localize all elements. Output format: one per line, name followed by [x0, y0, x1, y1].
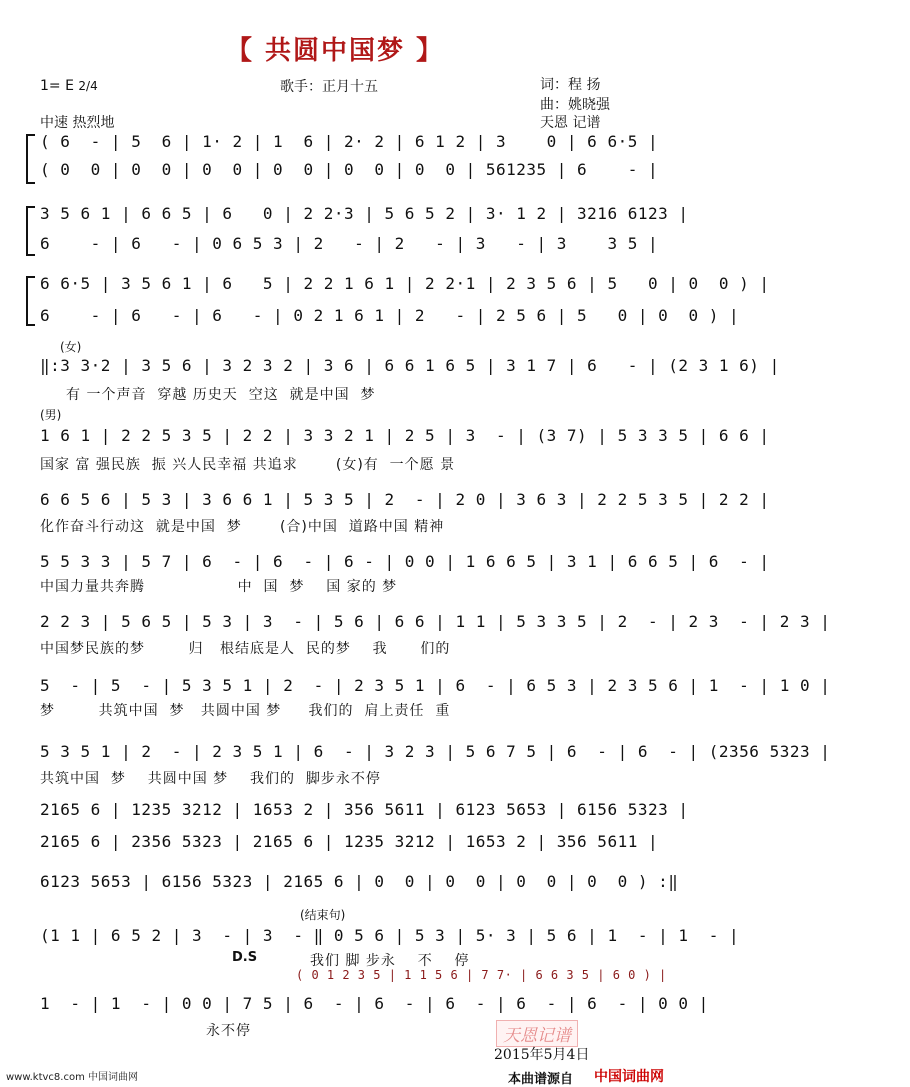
score-line: ( 6 - | 5 6 | 1· 2 | 1 6 | 2· 2 | 6 1 2 | 3 0 | 6 6·5 | [40, 132, 659, 151]
melody-line: 5 - | 5 - | 5 3 5 1 | 2 - | 2 3 5 1 | 6 - | 6 5 3 | 2 3 5 6 | 1 - | 1 0 | [40, 676, 831, 695]
score-line: ( 0 0 | 0 0 | 0 0 | 0 0 | 0 0 | 0 0 | 561235 | 6 - | [40, 160, 659, 179]
interlude-line: 6123 5653 | 6156 5323 | 2165 6 | 0 0 | 0 0 | 0 0 | 0 0 ) :‖ [40, 872, 679, 891]
lyric-line: 化作奋斗行动这 就是中国 梦 (合)中国 道路中国 精神 [40, 519, 445, 535]
ending-line: (1 1 | 6 5 2 | 3 - | 3 - ‖ 0 5 6 | 5 3 | 5· 3 | 5 6 | 1 - | 1 - | [40, 926, 740, 945]
lyric-line: 有 一个声音 穿越 历史天 空这 就是中国 梦 [66, 387, 376, 403]
system-bracket [26, 134, 35, 184]
system-bracket [26, 276, 35, 326]
interlude-line: 2165 6 | 1235 3212 | 1653 2 | 356 5611 | 6123 5653 | 6156 5323 | [40, 800, 689, 819]
date-text: 2015年5月4日 [494, 1047, 590, 1063]
source-label: 本曲谱源自 [508, 1072, 574, 1087]
lyricist-credit: 词：程 扬 [540, 77, 601, 93]
tempo-marking: 中速 热烈地 [40, 115, 115, 131]
lyric-line: 我们 脚 步永 不 停 [310, 953, 470, 969]
composer-credit: 曲：姚晓强 [540, 97, 610, 113]
melody-line: ‖:3 3·2 | 3 5 6 | 3 2 3 2 | 3 6 | 6 6 1 6 5 | 3 1 7 | 6 - | (2 3 1 6) | [40, 356, 780, 375]
lyric-line: 中国梦民族的梦 归 根结底是人 民的梦 我 们的 [40, 641, 451, 657]
system-bracket [26, 206, 35, 256]
melody-line: 5 3 5 1 | 2 - | 2 3 5 1 | 6 - | 3 2 3 | 5 6 7 5 | 6 - | 6 - | (2356 5323 | [40, 742, 831, 761]
lyric-line: 中国力量共奔腾 中 国 梦 国 家的 梦 [40, 579, 398, 595]
lyric-line: 梦 共筑中国 梦 共圆中国 梦 我们的 肩上责任 重 [40, 703, 451, 719]
ending-marker: (结束句) [300, 908, 346, 922]
ds-marking: D.S [232, 950, 258, 965]
key-signature [40, 78, 98, 94]
lyric-line: 国家 富 强民族 振 兴人民幸福 共追求 (女)有 一个愿 景 [40, 457, 456, 473]
seal-stamp: 天恩记谱 [496, 1020, 578, 1047]
time-signature: 2/4 [78, 79, 98, 93]
site-link[interactable]: www.ktvc8.com 中国词曲网 [6, 1072, 139, 1083]
melody-line: 2 2 3 | 5 6 5 | 5 3 | 3 - | 5 6 | 6 6 | 1 1 | 5 3 3 5 | 2 - | 2 3 - | 2 3 | [40, 612, 831, 631]
transcriber-credit: 天恩 记谱 [540, 115, 601, 131]
voice-label: (男) [40, 408, 62, 422]
score-line: 3 5 6 1 | 6 6 5 | 6 0 | 2 2·3 | 5 6 5 2 | 3· 1 2 | 3216 6123 | [40, 204, 689, 223]
voice-label: (女) [60, 340, 82, 354]
singer-credit: 歌手：正月十五 [280, 79, 378, 95]
interlude-line: 2165 6 | 2356 5323 | 2165 6 | 1235 3212 | 1653 2 | 356 5611 | [40, 832, 659, 851]
score-line: 6 - | 6 - | 0 6 5 3 | 2 - | 2 - | 3 - | 3 3 5 | [40, 234, 659, 253]
key-label: 1= E [40, 78, 74, 94]
score-line: 6 6·5 | 3 5 6 1 | 6 5 | 2 2 1 6 1 | 2 2·1 | 2 3 5 6 | 5 0 | 0 0 ) | [40, 274, 770, 293]
song-title: 【 共圆中国梦 】 [225, 36, 445, 66]
lyric-line: 永不停 [206, 1023, 251, 1039]
melody-line: 5 5 3 3 | 5 7 | 6 - | 6 - | 6 - | 0 0 | 1 6 6 5 | 3 1 | 6 6 5 | 6 - | [40, 552, 770, 571]
ending-line: 1 - | 1 - | 0 0 | 7 5 | 6 - | 6 - | 6 - | 6 - | 6 - | 0 0 | [40, 994, 709, 1013]
melody-line: 1 6 1 | 2 2 5 3 5 | 2 2 | 3 3 2 1 | 2 5 | 3 - | (3 7) | 5 3 3 5 | 6 6 | [40, 426, 770, 445]
score-line: 6 - | 6 - | 6 - | 0 2 1 6 1 | 2 - | 2 5 6 | 5 0 | 0 0 ) | [40, 306, 740, 325]
lyric-line: 共筑中国 梦 共圆中国 梦 我们的 脚步永不停 [40, 771, 381, 787]
melody-line: 6 6 5 6 | 5 3 | 3 6 6 1 | 5 3 5 | 2 - | 2 0 | 3 6 3 | 2 2 5 3 5 | 2 2 | [40, 490, 770, 509]
brand-logo[interactable]: 中国词曲网 [594, 1069, 664, 1085]
accompaniment-line: ( 0 1 2 3 5 | 1 1 5 6 | 7 7· | 6 6 3 5 | 6 0 ) | [296, 968, 667, 982]
